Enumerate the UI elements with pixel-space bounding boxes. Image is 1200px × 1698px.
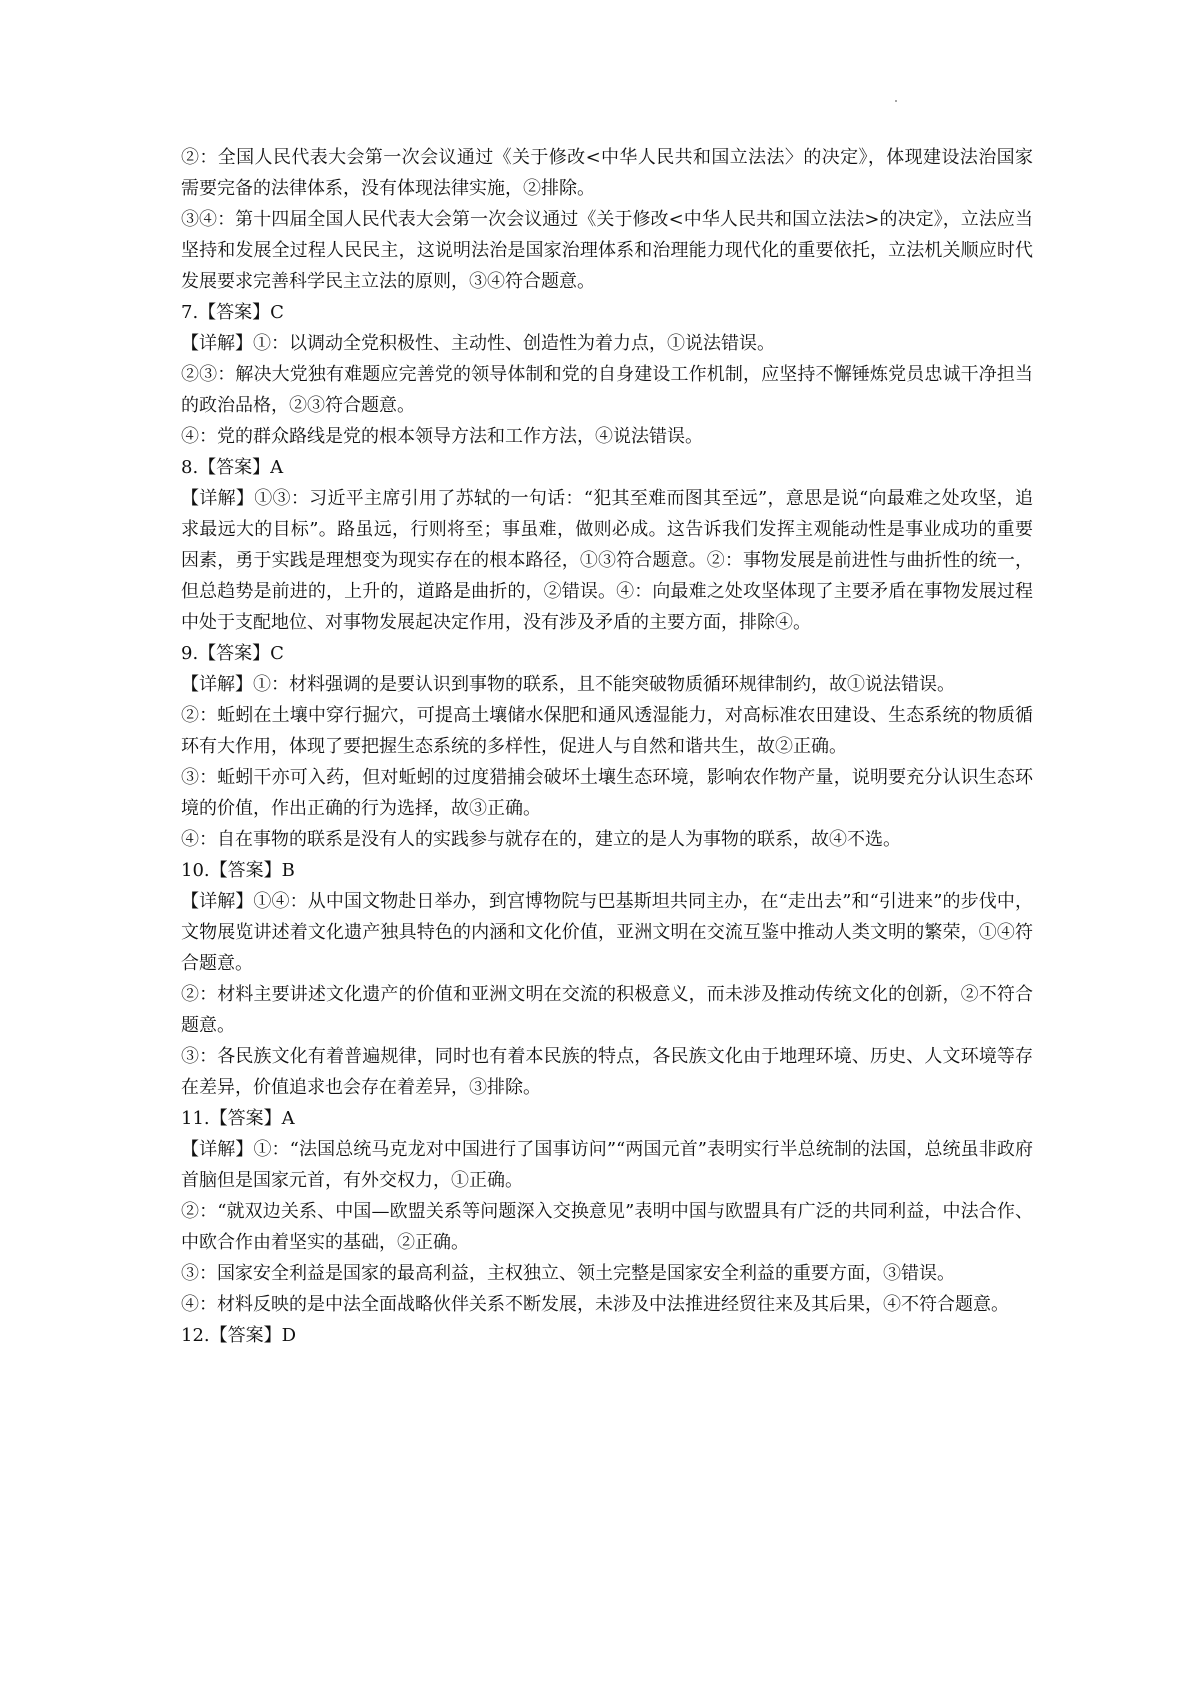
paragraph: ③：国家安全利益是国家的最高利益，主权独立、领土完整是国家安全利益的重要方面，③错误。 xyxy=(181,1263,955,1284)
paragraph: ③：蚯蚓干亦可入药，但对蚯蚓的过度猎捕会破坏土壤生态环境，影响农作物产量，说明要充分认识生态环境的价值，作出正确的行为选择，故③正确。 xyxy=(181,767,1033,819)
paragraph: ③④：第十四届全国人民代表大会第一次会议通过《关于修改<中华人民共和国立法法>的决定》，立法应当坚持和发展全过程人民民主，这说明法治是国家治理体系和治理能力现代化的重要依托，立法机关顺应时代发展要求完善科学民主立法的原则，③④符合题意。 xyxy=(181,209,1033,292)
paragraph: 【详解】①：以调动全党积极性、主动性、创造性为着力点，①说法错误。 xyxy=(181,333,775,354)
paragraph: 【详解】①③：习近平主席引用了苏轼的一句话：“犯其至难而图其至远”，意思是说“向最难之处攻坚，追求最远大的目标”。路虽远，行则将至；事虽难，做则必成。这告诉我们发挥主观能动性是事业成功的重要因素，勇于实践是理想变为现实存在的根本路径，①③符合题意。②：事物发展是前进性与曲折性的统一，但总趋势是前进的，上升的，道路是曲折的，②错误。④：向最难之处攻坚体现了主要矛盾在事物发展过程中处于支配地位、对事物发展起决定作用，没有涉及矛盾的主要方面，排除④。 xyxy=(181,488,1033,633)
paragraph: ②③：解决大党独有难题应完善党的领导体制和党的自身建设工作机制，应坚持不懈锤炼党员忠诚干净担当的政治品格，②③符合题意。 xyxy=(181,364,1033,416)
paragraph: ④：自在事物的联系是没有人的实践参与就存在的，建立的是人为事物的联系，故④不选。 xyxy=(181,829,901,850)
paragraph: ②：全国人民代表大会第一次会议通过《关于修改<中华人民共和国立法法〉的决定》，体现建设法治国家需要完备的法律体系，没有体现法律实施，②排除。 xyxy=(181,147,1033,199)
answer-line: 8.【答案】A xyxy=(181,457,284,478)
answer-line: 11.【答案】A xyxy=(181,1108,295,1129)
scan-dot xyxy=(895,100,897,102)
paragraph: ②：蚯蚓在土壤中穿行掘穴，可提高土壤储水保肥和通风透湿能力，对高标准农田建设、生态系统的物质循环有大作用，体现了要把握生态系统的多样性，促进人与自然和谐共生，故②正确。 xyxy=(181,705,1033,757)
answer-line: 9.【答案】C xyxy=(181,643,284,664)
paragraph: 【详解】①④：从中国文物赴日举办，到宫博物院与巴基斯坦共同主办，在“走出去”和“引进来”的步伐中，文物展览讲述着文化遗产独具特色的内涵和文化价值，亚洲文明在交流互鉴中推动人类文明的繁荣，①④符合题意。 xyxy=(181,891,1033,974)
paragraph: ③：各民族文化有着普遍规律，同时也有着本民族的特点，各民族文化由于地理环境、历史、人文环境等存在差异，价值追求也会存在着差异，③排除。 xyxy=(181,1046,1033,1098)
paragraph: ④：材料反映的是中法全面战略伙伴关系不断发展，未涉及中法推进经贸往来及其后果，④不符合题意。 xyxy=(181,1294,1009,1315)
answer-line: 7.【答案】C xyxy=(181,302,284,323)
answer-line: 12.【答案】D xyxy=(181,1325,297,1346)
paragraph: ②：“就双边关系、中国—欧盟关系等问题深入交换意见”表明中国与欧盟具有广泛的共同利益，中法合作、中欧合作由着坚实的基础，②正确。 xyxy=(181,1201,1033,1253)
paragraph: 【详解】①：材料强调的是要认识到事物的联系，且不能突破物质循环规律制约，故①说法错误。 xyxy=(181,674,955,695)
document-body xyxy=(181,142,1033,1351)
answer-line: 10.【答案】B xyxy=(181,860,295,881)
paragraph: ④：党的群众路线是党的根本领导方法和工作方法，④说法错误。 xyxy=(181,426,703,447)
paragraph: ②：材料主要讲述文化遗产的价值和亚洲文明在交流的积极意义，而未涉及推动传统文化的创新，②不符合题意。 xyxy=(181,984,1033,1036)
paragraph: 【详解】①：“法国总统马克龙对中国进行了国事访问”“两国元首”表明实行半总统制的法国，总统虽非政府首脑但是国家元首，有外交权力，①正确。 xyxy=(181,1139,1033,1191)
